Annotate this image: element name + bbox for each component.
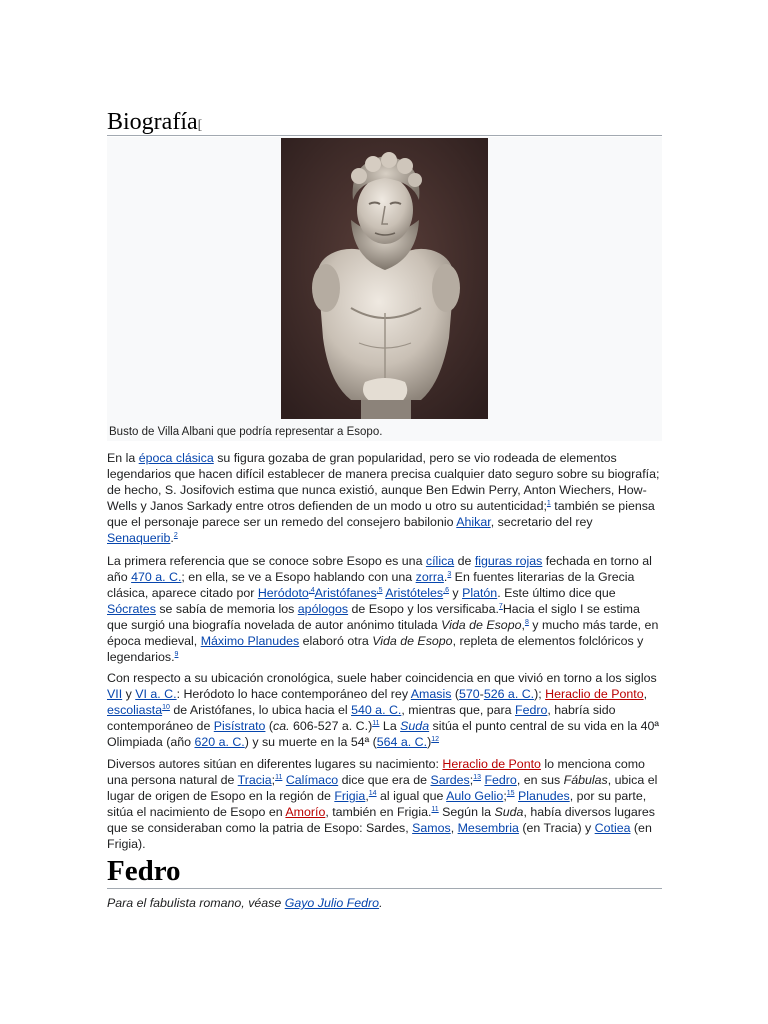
text: y [448,586,463,600]
paragraph-4 [107,756,662,852]
link-suda[interactable]: Suda [400,719,430,733]
text: , en sus [516,773,564,787]
text: , [521,618,525,632]
edit-section-link[interactable]: [ [197,118,203,133]
text: de [454,554,475,568]
text: ; [503,789,507,803]
text: - [479,687,484,701]
link-526-ac[interactable]: 526 a. C. [483,687,535,701]
link-heraclio-de-ponto[interactable]: Heraclio de Ponto [545,687,644,701]
text: ; en ella, se ve a Esopo hablando con una [181,570,416,584]
text: , [643,687,648,701]
link-frigia[interactable]: Frigia [334,789,366,803]
ref-6[interactable]: ,6 [443,586,449,594]
link-samos[interactable]: Samos [412,821,451,835]
hatnote [107,896,383,910]
link-vi-ac[interactable]: VI a. C. [135,687,177,701]
text: , [365,789,369,803]
text: Diversos autores sitúan en diferentes lugares su nacimiento: [107,757,443,771]
link-calimaco[interactable]: Calímaco [285,773,339,787]
text: su figura gozaba de gran popularidad, pero se vio rodeada de elementos legendarios que hacen difícil establecer de manera precisa cualquier dato seguro sobre su biografía; de hecho, S. Josifovich estima que nunca existió, aunque Ben Edwin Perry, Anton Wiechers, How-Wells y Janos Sarkady entre otros defienden de un modo u otro su autenticidad; [107,451,660,513]
italic-title: Vida de Esopo [441,618,522,632]
ref-13[interactable]: 13 [473,773,481,781]
ref-2[interactable]: 2 [173,531,178,539]
marble-bust-image[interactable] [281,138,488,419]
text: , por su parte, sitúa el nacimiento de Esopo en [107,789,647,819]
text: ); [534,687,546,701]
link-escoliasta[interactable]: escoliasta [107,703,163,717]
text: : Heródoto lo hace contemporáneo del rey [176,687,411,701]
ref-1[interactable]: 1 [546,499,551,507]
ref-8[interactable]: 8 [524,618,529,626]
text: ) y su muerte en la 54ª ( [244,735,377,749]
text: sitúa el punto central de su vida en la 40ª Olimpiada (año [107,719,659,749]
link-mesembria[interactable]: Mesembria [457,821,519,835]
italic-title: Suda [494,805,524,819]
text: En la [107,451,139,465]
hatnote-text: Para el fabulista romano, véase [107,896,285,910]
link-platon[interactable]: Platón [462,586,498,600]
link-apologos[interactable]: apólogos [297,602,349,616]
italic-title: Vida de Esopo [372,634,453,648]
link-540-ac[interactable]: 540 a. C. [351,703,402,717]
text: y mucho más tarde, en época medieval, [107,618,659,648]
link-tracia[interactable]: Tracia [237,773,272,787]
ref-15[interactable]: 15 [506,789,515,797]
text: ( [451,687,459,701]
ref-4[interactable]: ,4 [308,586,315,594]
text: ; [271,773,276,787]
paragraph-1 [107,450,662,546]
text: La primera referencia que se conoce sobre Esopo es una [107,554,426,568]
italic-text: ca. [273,719,290,733]
link-aristofanes[interactable]: Aristófanes [314,586,377,600]
text: ; [469,773,474,787]
text: fechada en torno al año [107,554,652,584]
ref-7[interactable]: 7 [498,602,503,610]
link-ahikar[interactable]: Ahikar [456,515,491,529]
text: . Este último dice que [497,586,616,600]
ref-14[interactable]: 14 [368,789,377,797]
section-heading-fedro: Fedro [107,854,662,889]
text: En fuentes literarias de la Grecia clásica, aparece citado por [107,570,635,600]
ref-3[interactable]: 3 [447,570,452,578]
ref-12[interactable]: 12 [431,735,439,743]
link-cilica[interactable]: cílica [425,554,455,568]
link-amorio[interactable]: Amorío [285,805,326,819]
text: Con respecto a su ubicación cronológica, suele haber coincidencia en que vivió en torno a los siglos [107,671,657,685]
link-620-ac[interactable]: 620 a. C. [194,735,245,749]
link-fedro[interactable]: Fedro [484,773,517,787]
text: elaboró otra [299,634,373,648]
link-senaquerib[interactable]: Senaquerib [107,531,171,545]
text: de Esopo y los versificaba. [348,602,499,616]
link-vii[interactable]: VII [107,687,123,701]
link-cotiea[interactable]: Cotiea [594,821,631,835]
text: dice que era de [338,773,431,787]
text: . [443,570,448,584]
link-heraclio-de-ponto[interactable]: Heraclio de Ponto [442,757,541,771]
paragraph-2 [107,553,662,665]
link-pisistrato[interactable]: Pisístrato [213,719,266,733]
text: , había diversos lugares que se consideraban como la patria de Esopo: Sardes, [107,805,656,835]
link-sardes[interactable]: Sardes [430,773,470,787]
link-570[interactable]: 570 [458,687,480,701]
figure-caption: Busto de Villa Albani que podría representar a Esopo. [109,426,383,438]
text: (en Frigia). [107,821,652,851]
ref-11[interactable]: 11 [275,773,283,781]
link-amasis[interactable]: Amasis [410,687,452,701]
section-title: Biografía [107,109,198,135]
figure-thumb [107,137,662,441]
link-gayo-julio-fedro[interactable]: Gayo Julio Fedro [284,896,380,910]
text: se sabía de memoria los [155,602,298,616]
link-herodoto[interactable]: Heródoto [257,586,309,600]
text: . [170,531,174,545]
link-zorra[interactable]: zorra [415,570,444,584]
text: (en Tracia) y [518,821,595,835]
link-epoca-clasica[interactable]: época clásica [138,451,214,465]
text: ( [265,719,274,733]
text: también se piensa que el personaje parece ser un remedo del consejero babilonio [107,499,655,529]
ref-9[interactable]: 9 [174,650,179,658]
link-470-ac[interactable]: 470 a. C. [131,570,182,584]
hatnote-end: . [379,896,383,910]
link-564-ac[interactable]: 564 a. C. [376,735,428,749]
text: Según la [438,805,495,819]
text: al igual que [376,789,447,803]
text: , ubica el lugar de origen de Esopo en la región de [107,773,658,803]
text: ) [427,735,432,749]
section-heading-biografia [107,108,662,136]
link-planudes[interactable]: Planudes [518,789,570,803]
ref-5[interactable]: ,5 [376,586,383,594]
text: , [450,821,458,835]
text: 606-527 a. C.) [289,719,373,733]
text: Hacia el siglo I se estima que surgió una biografía novelada de autor anónimo titulada [107,602,640,632]
text: , secretario del rey [490,515,593,529]
text: , repleta de elementos folclóricos y legendarios. [107,634,644,664]
text: , también en Frigia. [325,805,432,819]
link-aulo-gelio[interactable]: Aulo Gelio [446,789,504,803]
ref-11[interactable]: 11 [372,719,380,727]
paragraph-3 [107,670,662,750]
text: lo menciona como una persona natural de [107,757,645,787]
text: , mientras que, para [401,703,515,717]
link-maximo-planudes[interactable]: Máximo Planudes [200,634,300,648]
text: de Aristófanes, lo ubica hacia el [169,703,352,717]
link-figuras-rojas[interactable]: figuras rojas [474,554,543,568]
text: La [379,719,401,733]
text: y [122,687,136,701]
link-fedro[interactable]: Fedro [515,703,548,717]
link-aristoteles[interactable]: Aristóteles [385,586,444,600]
ref-11[interactable]: 11 [431,805,439,813]
text: , habría sido contemporáneo de [107,703,616,733]
link-socrates[interactable]: Sócrates [107,602,156,616]
italic-title: Fábulas [563,773,608,787]
ref-10[interactable]: 10 [162,703,170,711]
